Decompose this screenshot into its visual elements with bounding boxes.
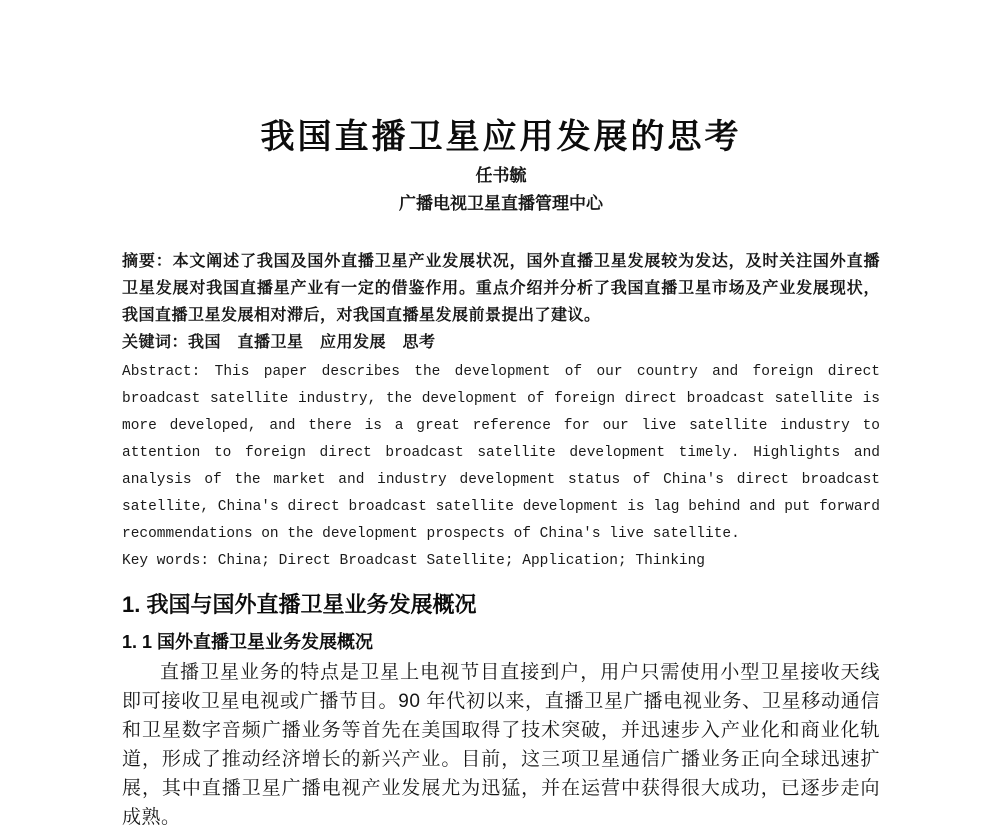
section-1-1-paragraph: 直播卫星业务的特点是卫星上电视节目直接到户，用户只需使用小型卫星接收天线即可接收卫星电视或广播节目。90 年代初以来，直播卫星广播电视业务、卫星移动通信和卫星数字音频广播业务等首先在美国取得了技术突破，并迅速步入产业化和商业化轨道，形成了推动经济增长的新兴产业。目前，这三项卫星通信广播业务正向全球迅速扩展，其中直播卫星广播电视产业发展尤为迅猛，并在运营中获得很大成功，已逐步走向成熟。 bbox=[122, 662, 880, 828]
keywords-english-spacer bbox=[209, 553, 218, 569]
paper-title: 我国直播卫星应用发展的思考 bbox=[260, 118, 742, 156]
document-page bbox=[122, 0, 880, 832]
abstract-english-text: This paper describes the development of our country and foreign direct broadcast satellite industry, the development of foreign direct broadcast satellite is more developed, and there is a great reference for our live satellite industry to attention to foreign direct broadcast satellite development timely. Highlights and analysis of the market and industry development status of China's direct broadcast satellite, China's direct broadcast satellite development is lag behind and put forward recommendations on the development prospects of China's live satellite. bbox=[122, 364, 880, 542]
keywords-chinese-label: 关键词： bbox=[122, 334, 189, 351]
section-1-1-heading: 1. 1 国外直播卫星业务发展概况 bbox=[122, 632, 374, 652]
abstract-chinese-label: 摘要： bbox=[122, 253, 173, 270]
keywords-english bbox=[122, 548, 880, 575]
keywords-english-text: China; Direct Broadcast Satellite; Application; Thinking bbox=[217, 553, 705, 569]
abstract-english-label: Abstract: bbox=[122, 364, 201, 380]
keywords-english-label: Key words: bbox=[122, 553, 210, 569]
abstract-chinese-text: 本文阐述了我国及国外直播卫星产业发展状况，国外直播卫星发展较为发达，及时关注国外直播卫星发展对我国直播星产业有一定的借鉴作用。重点介绍并分析了我国直播卫星市场及产业发展现状，我国直播卫星发展相对滞后，对我国直播星发展前景提出了建议。 bbox=[122, 253, 880, 324]
paper-author: 任书毓 bbox=[475, 166, 527, 185]
abstract-english bbox=[122, 359, 880, 548]
section-1-heading: 1. 我国与国外直播卫星业务发展概况 bbox=[122, 592, 477, 617]
paper-affiliation: 广播电视卫星直播管理中心 bbox=[399, 194, 603, 213]
abstract-english-spacer bbox=[200, 364, 214, 380]
abstract-chinese bbox=[122, 248, 880, 329]
keywords-chinese-text: 我国 直播卫星 应用发展 思考 bbox=[188, 334, 436, 351]
keywords-chinese bbox=[122, 329, 880, 356]
